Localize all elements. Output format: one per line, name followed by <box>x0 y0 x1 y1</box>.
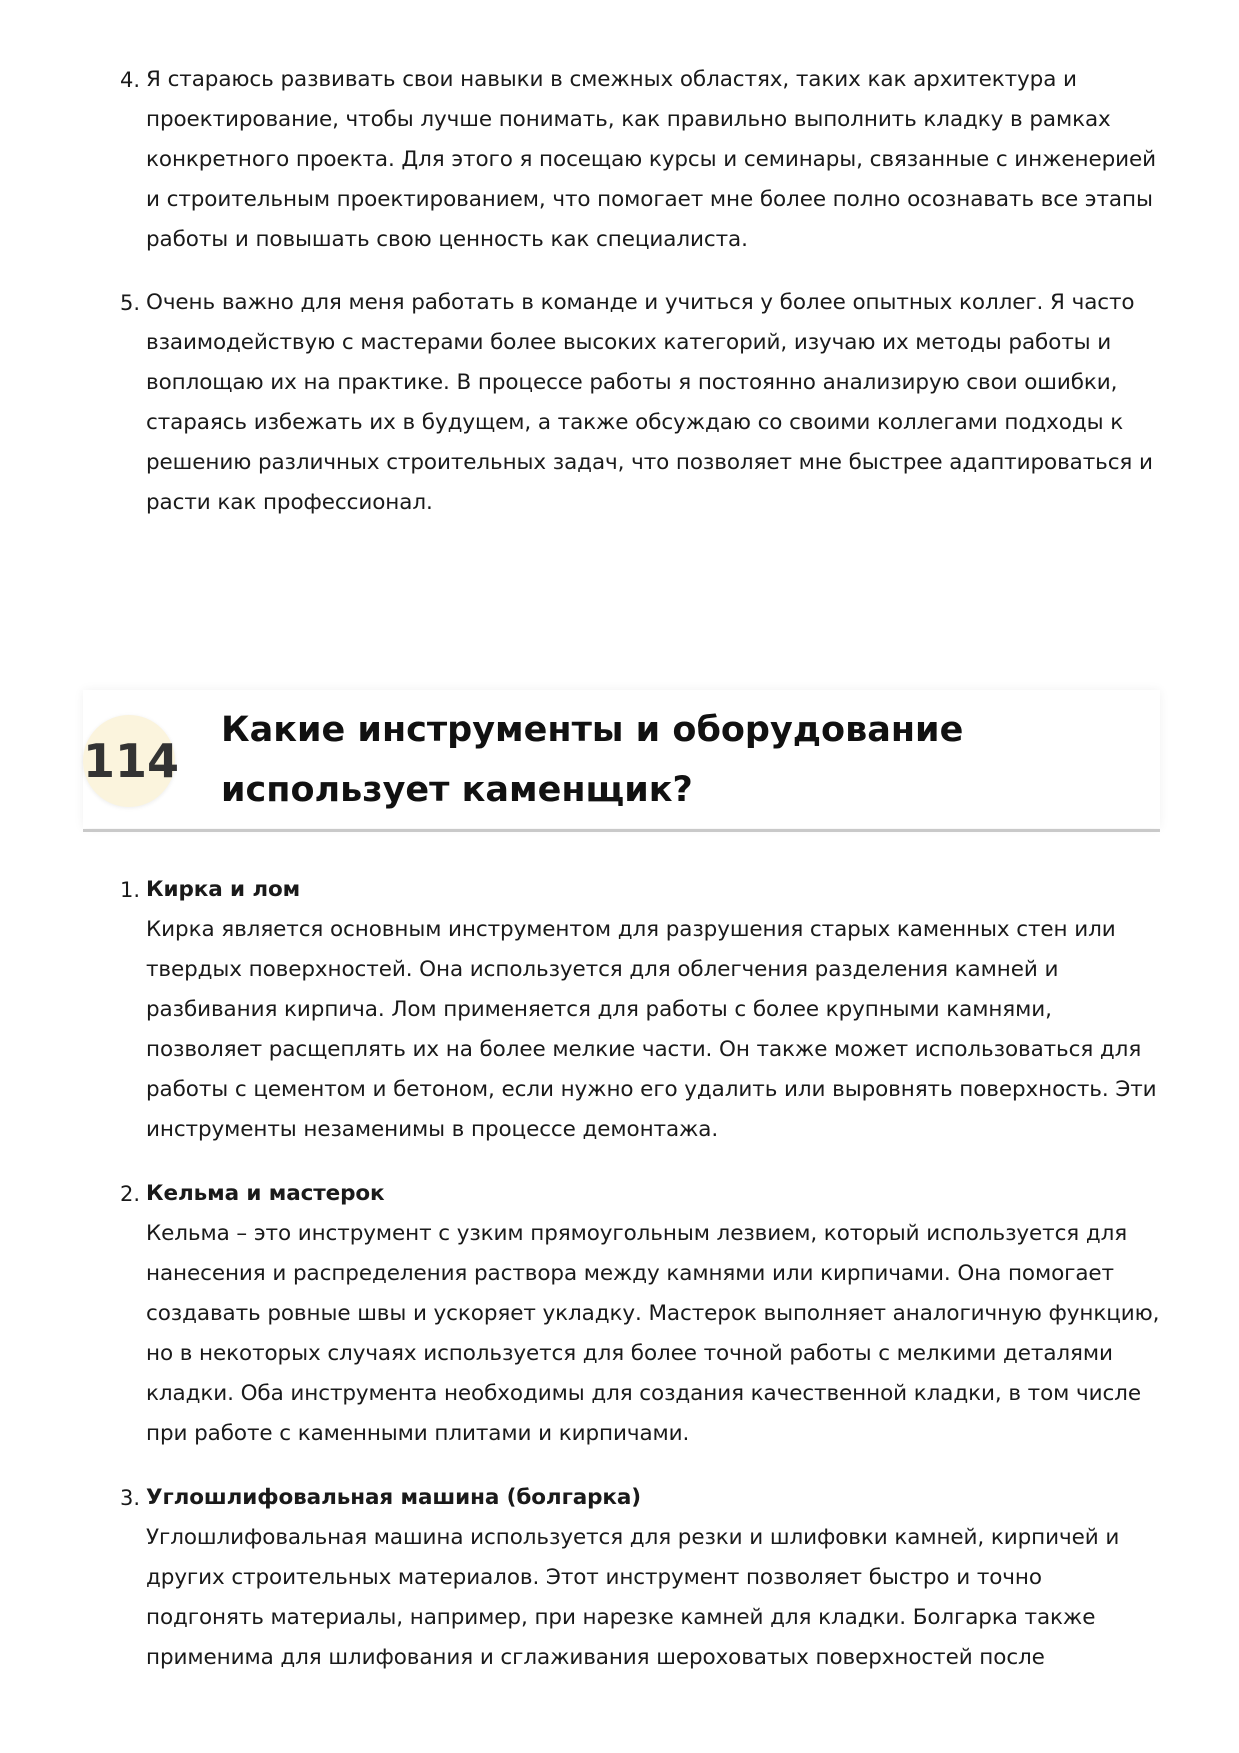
tool-item-title: Углошлифовальная машина (болгарка) <box>146 1485 642 1510</box>
tool-item-number: 2. <box>120 1182 141 1206</box>
section-title: Какие инструменты и оборудование использует каменщик? <box>221 710 964 810</box>
tool-item-text: Кельма – это инструмент с узким прямоугольным лезвием, который используется для нанесения и распределения раствора между камнями или кирпичами. Она помогает создавать ровные швы и ускоряет укладку. Мастерок выполняет аналогичную функцию, но в некоторых случаях используется для более точной работы с мелкими деталями кладки. Оба инструмента необходимы для создания качественной кладки, в том числе при работе с каменными плитами и кирпичами. <box>146 1221 1160 1446</box>
list-item-text: Очень важно для меня работать в команде и учиться у более опытных коллег. Я часто взаимодействую с мастерами более высоких категорий, изучаю их методы работы и воплощаю их на практике. В процессе работы я постоянно анализирую свои ошибки, стараясь избежать их в будущем, а также обсуждаю со своими коллегами подходы к решению различных строительных задач, что позволяет мне быстрее адаптироваться и расти как профессионал. <box>146 290 1153 515</box>
list-item <box>120 60 1165 260</box>
tool-item-text: Углошлифовальная машина используется для резки и шлифовки камней, кирпичей и других строительных материалов. Этот инструмент позволяет быстро и точно подгонять материалы, например, при нарезке камней для кладки. Болгарка также применима для шлифования и сглаживания шероховатых поверхностей после <box>146 1525 1120 1670</box>
tool-item-body <box>146 1174 1165 1454</box>
tool-item-title: Кельма и мастерок <box>146 1181 385 1206</box>
tool-item-number: 3. <box>120 1486 141 1510</box>
tool-item-body <box>146 1478 1165 1678</box>
list-item-text: Я стараюсь развивать свои навыки в смежных областях, таких как архитектура и проектирование, чтобы лучше понимать, как правильно выполнить кладку в рамках конкретного проекта. Для этого я посещаю курсы и семинары, связанные с инженерией и строительным проектированием, что помогает мне более полно осознавать все этапы работы и повышать свою ценность как специалиста. <box>146 67 1157 252</box>
section-header <box>83 690 1160 832</box>
section-divider <box>83 829 1160 832</box>
tool-item <box>120 870 1165 1150</box>
tool-item-title: Кирка и лом <box>146 877 301 902</box>
tool-item <box>120 1478 1165 1678</box>
tool-item-number: 1. <box>120 878 141 902</box>
tool-item-body <box>146 870 1165 1150</box>
section-number-badge: 114 <box>83 715 175 807</box>
tool-item-text: Кирка является основным инструментом для разрушения старых каменных стен или твердых поверхностей. Она используется для облегчения разделения камней и разбивания кирпича. Лом применяется для работы с более крупными камнями, позволяет расщеплять их на более мелкие части. Он также может использоваться для работы с цементом и бетоном, если нужно его удалить или выровнять поверхность. Эти инструменты незаменимы в процессе демонтажа. <box>146 917 1157 1142</box>
list-item-number: 4. <box>120 68 141 92</box>
list-item-number: 5. <box>120 291 141 315</box>
tool-item <box>120 1174 1165 1454</box>
list-item <box>120 283 1165 523</box>
